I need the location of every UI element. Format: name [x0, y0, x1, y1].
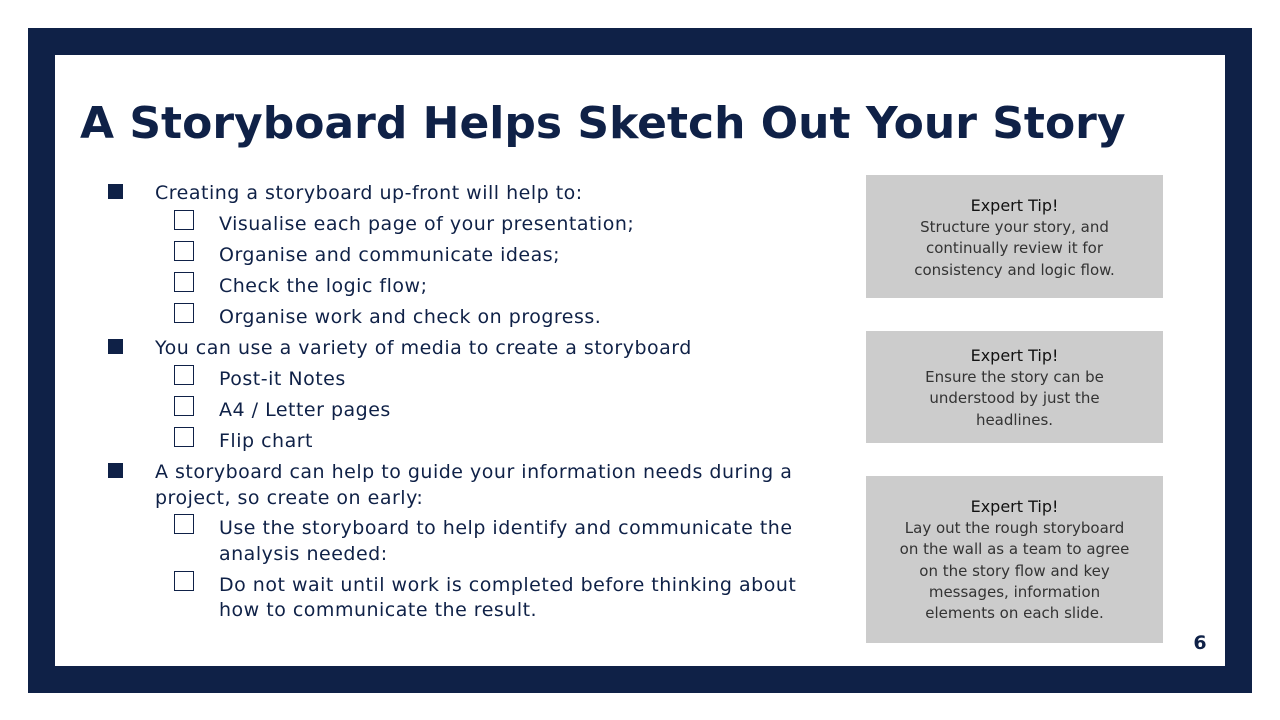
bullet-text-line: A storyboard can help to guide your information needs during a — [155, 461, 793, 483]
expert-tip-text: Lay out the rough storyboard on the wall as a team to agree on the story flow and key messages, information elements on each slide. — [899, 519, 1130, 623]
sub-bullet-text: Flip chart — [219, 430, 313, 452]
bullet-text: Creating a storyboard up-front will help to: — [155, 182, 583, 204]
sub-bullet-text: Organise work and check on progress. — [219, 306, 602, 328]
checkbox-icon — [174, 210, 194, 230]
square-bullet-icon — [108, 184, 123, 199]
square-bullet-icon — [108, 339, 123, 354]
expert-tip-box — [866, 175, 1163, 298]
expert-tip-box — [866, 476, 1163, 643]
sub-bullet-text: Post-it Notes — [219, 368, 346, 390]
bullet-text-line: project, so create on early: — [155, 487, 424, 509]
expert-tip-box — [866, 331, 1163, 443]
expert-tip-title: Expert Tip! — [970, 346, 1059, 365]
checkbox-icon — [174, 571, 194, 591]
sub-bullet-text: Visualise each page of your presentation; — [219, 213, 635, 235]
expert-tip-title: Expert Tip! — [970, 497, 1059, 516]
checkbox-icon — [174, 303, 194, 323]
expert-tip-text: Ensure the story can be understood by just the headlines. — [925, 368, 1104, 429]
page-number: 6 — [1193, 632, 1207, 654]
sub-bullet-text-line: Use the storyboard to help identify and communicate the — [219, 517, 793, 539]
sub-bullet-text-line: how to communicate the result. — [219, 599, 538, 621]
checkbox-icon — [174, 365, 194, 385]
square-bullet-icon — [108, 463, 123, 478]
checkbox-icon — [174, 396, 194, 416]
expert-tip-title: Expert Tip! — [970, 196, 1059, 215]
sub-bullet-text-line: analysis needed: — [219, 543, 388, 565]
slide-title: A Storyboard Helps Sketch Out Your Story — [80, 98, 1126, 149]
expert-tip-text: Structure your story, and continually review it for consistency and logic flow. — [914, 218, 1115, 279]
sub-bullet-text-line: Do not wait until work is completed before thinking about — [219, 574, 797, 596]
checkbox-icon — [174, 241, 194, 261]
checkbox-icon — [174, 427, 194, 447]
sub-bullet-text: Organise and communicate ideas; — [219, 244, 561, 266]
checkbox-icon — [174, 514, 194, 534]
checkbox-icon — [174, 272, 194, 292]
sub-bullet-text: A4 / Letter pages — [219, 399, 391, 421]
bullet-text: You can use a variety of media to create a storyboard — [155, 337, 692, 359]
sub-bullet-text: Check the logic flow; — [219, 275, 428, 297]
